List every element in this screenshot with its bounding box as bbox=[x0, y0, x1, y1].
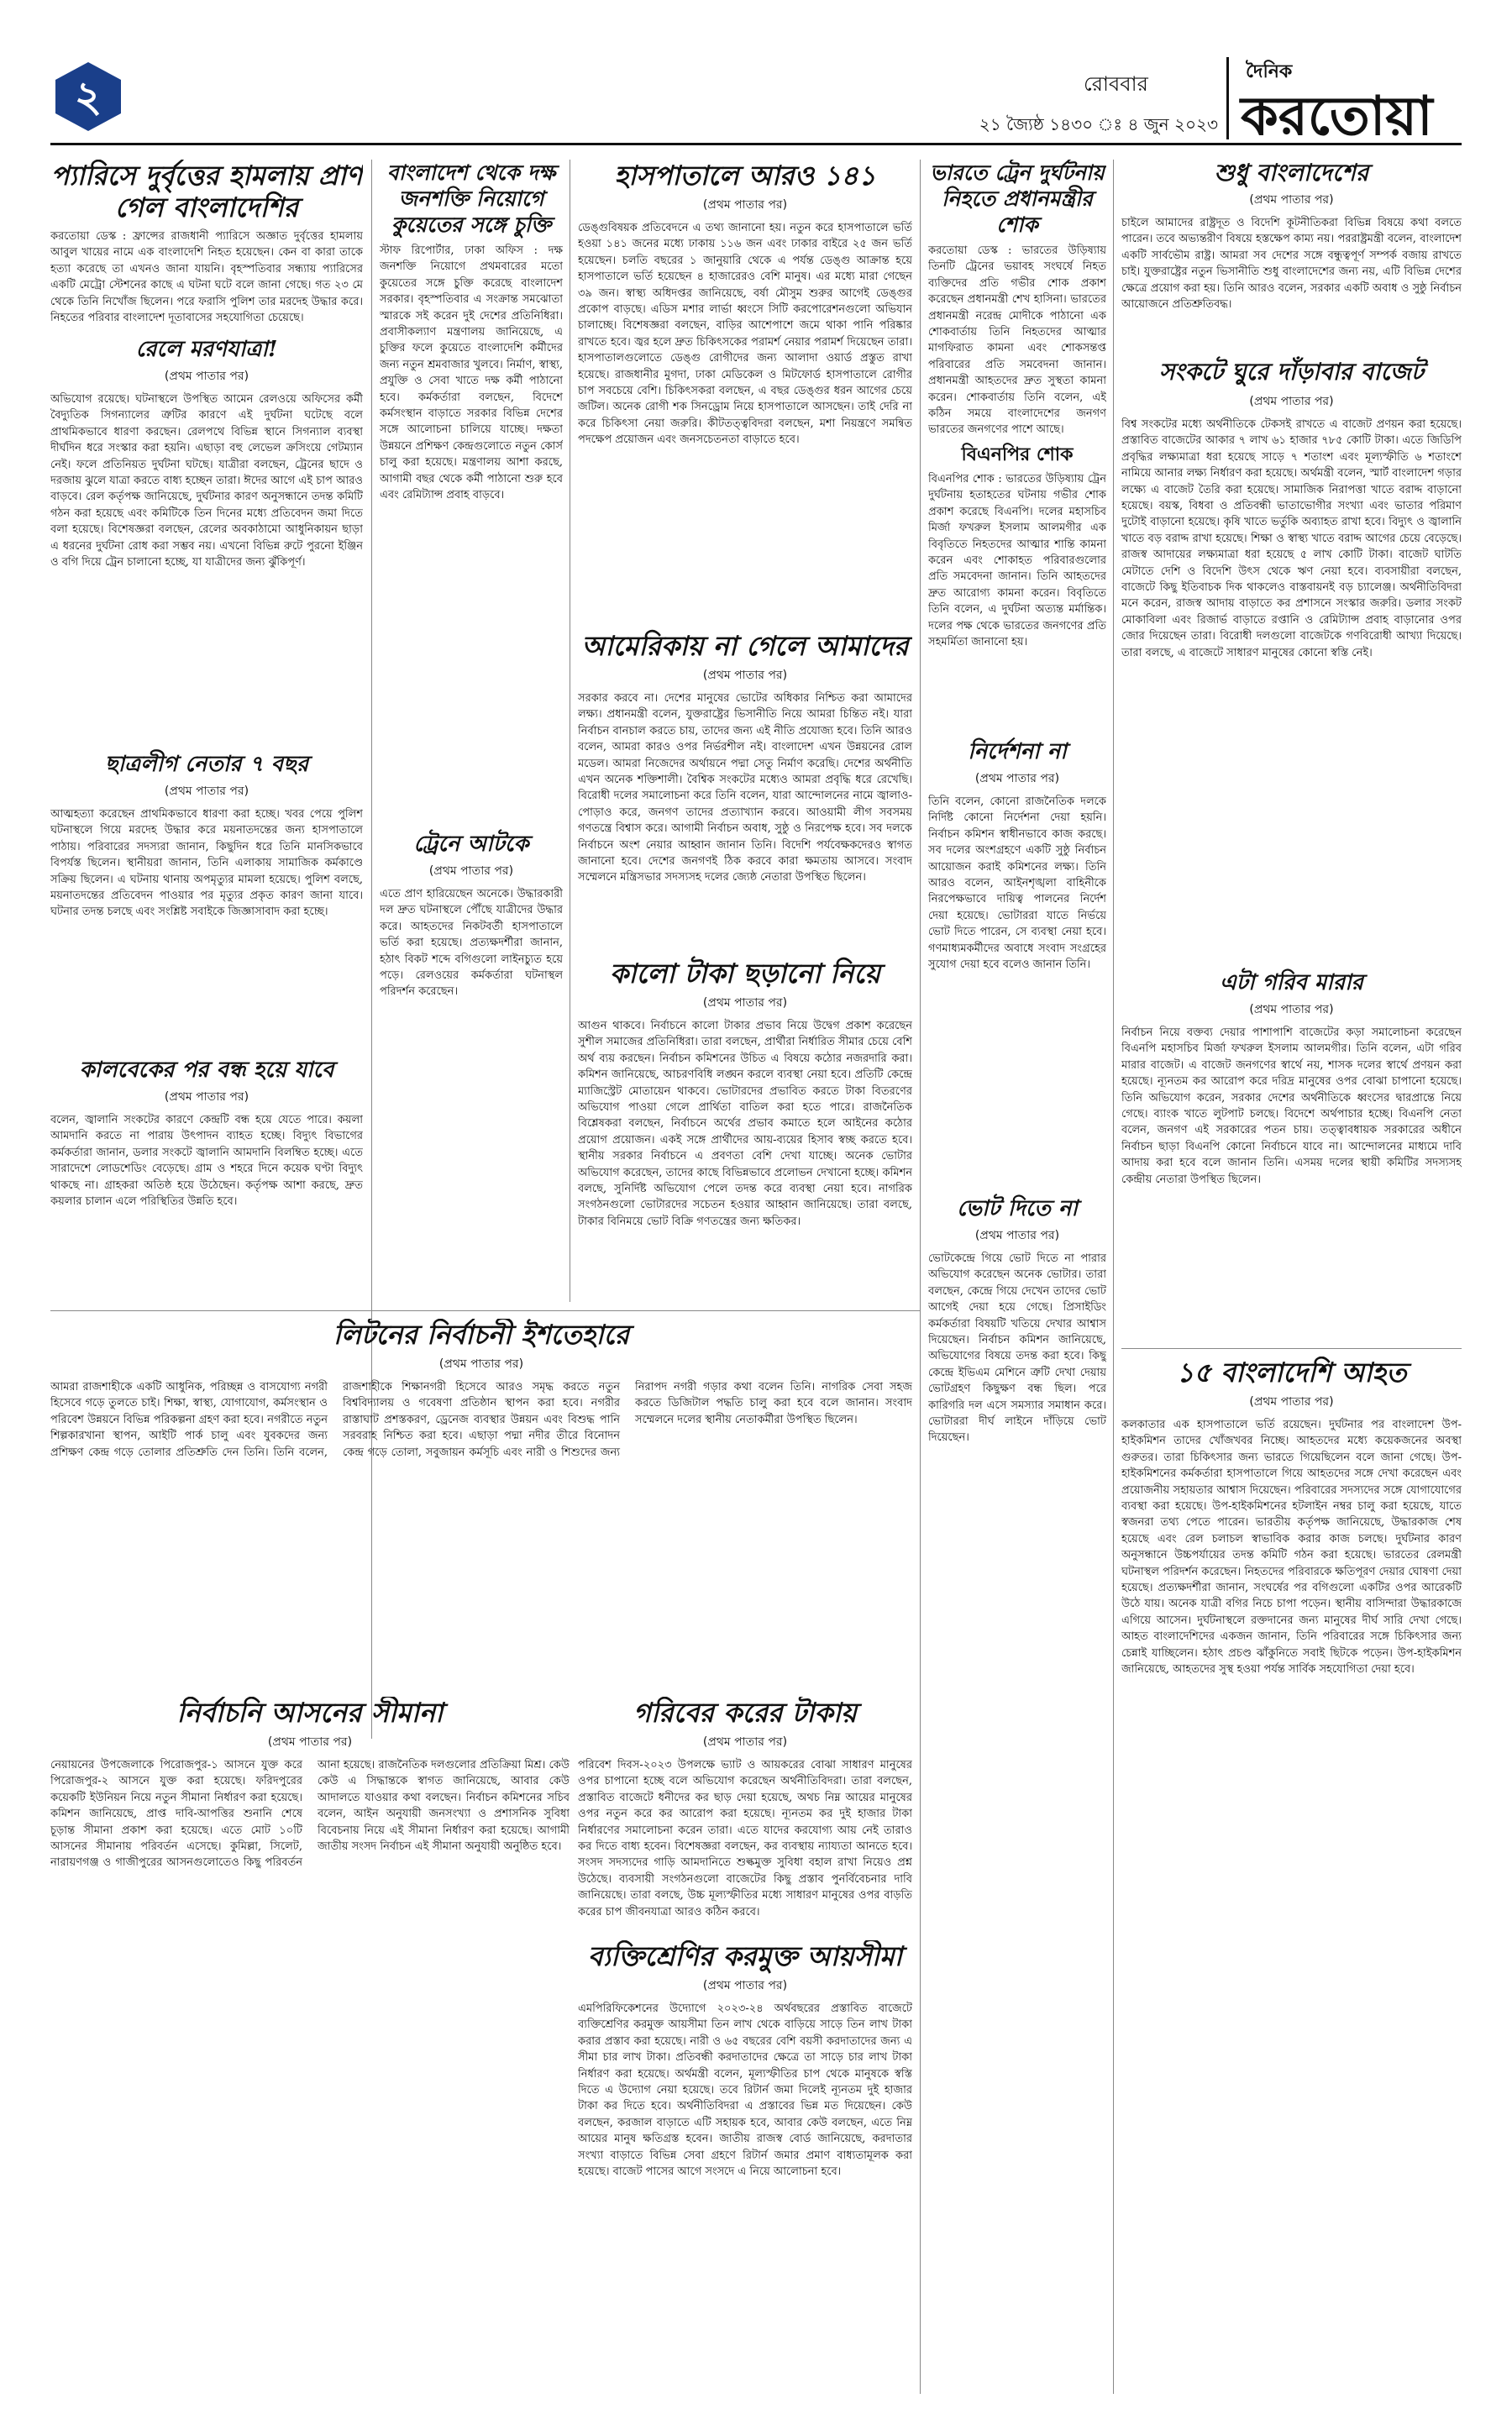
headline-nirdeshona: নির্দেশনা না bbox=[968, 739, 1067, 764]
continuation-nirdeshona: (প্রথম পাতার পর) bbox=[974, 772, 1060, 785]
article-bnp-body: বিএনপির শোক : ভারতের উড়িষ্যায় ট্রেন দুর্ঘটনায় হতাহতের ঘটনায় গভীর শোক প্রকাশ করেছে বিএনপি। দলের মহাসচিব মির্জা ফখরুল ইসলাম আলমগীর এক বিবৃতিতে নিহতদের আত্মার শান্তি কামনা করেন এবং শোকাহত পরিবারগুলোর প্রতি সমবেদনা জানান। তিনি আহতদের দ্রুত আরোগ্য কামনা করেন। বিবৃতিতে তিনি বলেন, এ দুর্ঘটনা অত্যন্ত মর্মান্তিক। দলের পক্ষ থেকে ভারতের জনগণের প্রতি সহমর্মিতা জানানো হয়। bbox=[928, 473, 1106, 649]
india-column bbox=[928, 160, 1106, 1865]
headline-hospital: হাসপাতালে আরও ১৪১ bbox=[614, 160, 876, 192]
article-india-body: করতোয়া ডেস্ক : ভারতের উড়িষ্যায় তিনটি ট্রেনের ভয়াবহ সংঘর্ষে নিহত ব্যক্তিদের প্রতি গভীর শোক প্রকাশ করেছেন প্রধানমন্ত্রী শেখ হাসিনা। ভারতের প্রধানমন্ত্রী নরেন্দ্র মোদীকে পাঠানো এক শোকবার্তায় তিনি নিহতদের আত্মার মাগফিরাত কামনা এবং শোকসন্তপ্ত পরিবারের প্রতি সমবেদনা জানান। প্রধানমন্ত্রী আহতদের দ্রুত সুস্থতা কামনা করেন। শোকবার্তায় তিনি বলেন, এই কঠিন সময়ে বাংলাদেশের জনগণ ভারতের জনগণের পাশে আছে। bbox=[928, 244, 1106, 436]
headline-america: আমেরিকায় না গেলে আমাদের bbox=[581, 630, 909, 662]
page-number-icon bbox=[50, 59, 126, 134]
headline-kalo-taka: কালো টাকা ছড়ানো নিয়ে bbox=[609, 958, 881, 989]
logo-big: করতোয়া bbox=[1241, 86, 1433, 148]
article-litan-body: আমরা রাজশাহীকে একটি আধুনিক, পরিচ্ছন্ন ও বাসযোগ্য নগরী হিসেবে গড়ে তুলতে চাই। শিক্ষা, স্বাস্থ্য, যোগাযোগ, কর্মসংস্থান ও পরিবেশ উন্নয়নে বিভিন্ন পরিকল্পনা গ্রহণ করা হবে। নগরীতে নতুন শিল্পকারখানা স্থাপন, আইটি পার্ক চালু এবং যুবকদের জন্য প্রশিক্ষণ কেন্দ্র গড়ে তোলার প্রতিশ্রুতি দেন তিনি। তিনি বলেন, রাজশাহীকে শিক্ষানগরী হিসেবে আরও সমৃদ্ধ করতে নতুন বিশ্ববিদ্যালয় ও গবেষণা প্রতিষ্ঠান স্থাপন করা হবে। নগরীর রাস্তাঘাট প্রশস্তকরণ, ড্রেনেজ ব্যবস্থার উন্নয়ন এবং বিশুদ্ধ পানি সরবরাহ নিশ্চিত করা হবে। এছাড়া পদ্মা নদীর তীরে বিনোদন কেন্দ্র গড়ে তোলা, সবুজায়ন কর্মসূচি এবং নারী ও শিশুদের জন্য নিরাপদ নগরী গড়ার কথা বলেন তিনি। নাগরিক সেবা সহজ করতে ডিজিটাল পদ্ধতি চালু করা হবে বলে জানান। সংবাদ সম্মেলনে দলের স্থানীয় নেতাকর্মীরা উপস্থিত ছিলেন। bbox=[50, 1381, 912, 1459]
headline-gorib-marar: এটা গরিব মারার bbox=[1220, 970, 1363, 995]
headline-byakti: ব্যক্তিশ্রেণির করমুক্ত আয়সীমা bbox=[587, 1940, 903, 1972]
section-divider bbox=[50, 1310, 920, 1311]
kuwait-column bbox=[380, 160, 563, 1302]
left-column bbox=[50, 160, 363, 1327]
headline-gorib: গরিবের করের টাকায় bbox=[633, 1697, 857, 1729]
headline-bangladesh: শুধু বাংলাদেশের bbox=[1214, 160, 1369, 186]
date-line: ২১ জ্যৈষ্ঠ ১৪৩০ ঃ ৪ জুন ২০২৩ bbox=[979, 114, 1218, 134]
svg-text:২: ২ bbox=[74, 72, 102, 121]
continuation-byakti: (প্রথম পাতার পর) bbox=[702, 1979, 788, 1992]
injured-section bbox=[1121, 1357, 1462, 2352]
section-divider bbox=[1121, 1348, 1462, 1349]
article-rail-body: অভিযোগ রয়েছে। ঘটনাস্থলে উপস্থিত আমেন রেলওয়ে অফিসের কর্মী বৈদ্যুতিক সিগন্যালের ত্রুটির কারণে এই দুর্ঘটনা ঘটেছে বলে প্রাথমিকভাবে ধারণা করছেন। রেলপথে বিভিন্ন স্থানে সিগন্যাল ব্যবস্থা দীর্ঘদিন ধরে সংস্কার করা হয়নি। এছাড়া বহু লেভেল ক্রসিংয়ে গেটম্যান নেই। ফলে প্রতিনিয়ত দুর্ঘটনা ঘটছে। যাত্রীরা বলছেন, ট্রেনের ছাদে ও দরজায় ঝুলে যাত্রা করতে বাধ্য হচ্ছেন তারা। ঈদের আগে এই চাপ আরও বাড়বে। রেল কর্তৃপক্ষ জানিয়েছে, দুর্ঘটনার কারণ অনুসন্ধানে তদন্ত কমিটি গঠন করা হয়েছে এবং কমিটিকে তিন দিনের মধ্যে প্রতিবেদন জমা দিতে বলা হয়েছে। বিশেষজ্ঞরা বলছেন, রেলের অবকাঠামো আধুনিকায়ন ছাড়া এ ধরনের দুর্ঘটনা রোধ করা সম্ভব নয়। এখনো বিভিন্ন রুটে পুরনো ইঞ্জিন ও বগি দিয়ে ট্রেন চালানো হচ্ছে, যা যাত্রীদের জন্য ঝুঁকিপূর্ণ। bbox=[50, 393, 363, 569]
center-column bbox=[578, 160, 912, 1302]
headline-paris: প্যারিসে দুর্বৃত্তের হামলায় প্রাণ গেল বাংলাদেশির bbox=[50, 160, 363, 223]
continuation-rail: (প্রথম পাতার পর) bbox=[164, 370, 249, 383]
continuation-gorib: (প্রথম পাতার পর) bbox=[702, 1735, 788, 1749]
headline-india: ভারতে ট্রেন দুর্ঘটনায় নিহতে প্রধানমন্ত্রীর শোক bbox=[930, 160, 1105, 237]
headline-train-stuck: ট্রেনে আটকে bbox=[413, 832, 529, 857]
continuation-injured: (প্রথম পাতার পর) bbox=[1249, 1395, 1334, 1409]
headline-bnp: বিএনপির শোক bbox=[961, 443, 1074, 465]
right-column bbox=[1121, 160, 1462, 1336]
continuation-america: (প্রথম পাতার পর) bbox=[702, 669, 788, 682]
newspaper-page bbox=[50, 50, 1462, 2402]
litan-section bbox=[50, 1319, 912, 1688]
headline-kuwait: বাংলাদেশ থেকে দক্ষ জনশক্তি নিয়োগে কুয়েতের সঙ্গে চুক্তি bbox=[386, 160, 556, 237]
article-seema-body: নেয়ায়নের উপজেলাকে পিরোজপুর-১ আসনে যুক্ত করে পিরোজপুর-২ আসনে যুক্ত করা হয়েছে। ফরিদপুরের কয়েকটি ইউনিয়ন নিয়ে নতুন সীমানা নির্ধারণ করা হয়েছে। কমিশন জানিয়েছে, প্রাপ্ত দাবি-আপত্তির শুনানি শেষে চূড়ান্ত সীমানা প্রকাশ করা হয়েছে। এতে মোট ১০টি আসনের সীমানায় পরিবর্তন এসেছে। কুমিল্লা, সিলেট, নারায়ণগঞ্জ ও গাজীপুরের আসনগুলোতেও কিছু পরিবর্তন আনা হয়েছে। রাজনৈতিক দলগুলোর প্রতিক্রিয়া মিশ্র। কেউ কেউ এ সিদ্ধান্তকে স্বাগত জানিয়েছে, আবার কেউ আদালতে যাওয়ার কথা বলছেন। নির্বাচন কমিশনের সচিব বলেন, আইন অনুযায়ী জনসংখ্যা ও প্রশাসনিক সুবিধা বিবেচনায় নিয়ে এই সীমানা নির্ধারণ করা হয়েছে। আগামী জাতীয় সংসদ নির্বাচন এই সীমানা অনুযায়ী অনুষ্ঠিত হবে। bbox=[50, 1759, 570, 1870]
article-bangladesh-body: চাইলে আমাদের রাষ্ট্রদূত ও বিদেশি কূটনীতিকরা বিভিন্ন বিষয়ে কথা বলতে পারেন। তবে অভ্যন্তরীণ বিষয়ে হস্তক্ষেপ কাম্য নয়। পররাষ্ট্রমন্ত্রী বলেন, বাংলাদেশ একটি সার্বভৌম রাষ্ট্র। আমরা সব দেশের সঙ্গে বন্ধুত্বপূর্ণ সম্পর্ক বজায় রাখতে চাই। যুক্তরাষ্ট্রের নতুন ভিসানীতি শুধু বাংলাদেশের জন্য নয়, এটি বিভিন্ন দেশের ক্ষেত্রে প্রয়োগ করা হয়। তিনি আরও বলেন, সরকার একটি অবাধ ও সুষ্ঠু নির্বাচন আয়োজনে প্রতিশ্রুতিবদ্ধ। bbox=[1121, 217, 1462, 312]
continuation-hospital: (প্রথম পাতার পর) bbox=[702, 198, 788, 212]
continuation-litan: (প্রথম পাতার পর) bbox=[438, 1357, 524, 1371]
continuation-chhatra: (প্রথম পাতার পর) bbox=[164, 785, 249, 798]
article-budget-body: বিশ্ব সংকটের মধ্যে অর্থনীতিকে টেকসই রাখতে এ বাজেট প্রণয়ন করা হয়েছে। প্রস্তাবিত বাজেটের আকার ৭ লাখ ৬১ হাজার ৭৮৫ কোটি টাকা। এতে জিডিপি প্রবৃদ্ধির লক্ষ্যমাত্রা ধরা হয়েছে সাড়ে ৭ শতাংশ এবং মূল্যস্ফীতি ৬ শতাংশে নামিয়ে আনার লক্ষ্য নির্ধারণ করা হয়েছে। অর্থমন্ত্রী বলেন, স্মার্ট বাংলাদেশ গড়ার লক্ষ্যে এ বাজেট তৈরি করা হয়েছে। সামাজিক নিরাপত্তা খাতে বরাদ্দ বাড়ানো হয়েছে। বয়স্ক, বিধবা ও প্রতিবন্ধী ভাতাভোগীর সংখ্যা এবং ভাতার পরিমাণ দুটোই বাড়ানো হয়েছে। কৃষি খাতে ভর্তুকি অব্যাহত রাখা হবে। বিদ্যুৎ ও জ্বালানি খাতে বড় বরাদ্দ রাখা হয়েছে। শিক্ষা ও স্বাস্থ্য খাতে বরাদ্দ আগের চেয়ে বেড়েছে। রাজস্ব আদায়ের লক্ষ্যমাত্রা ধরা হয়েছে ৫ লাখ কোটি টাকা। বাজেট ঘাটতি মেটাতে দেশি ও বিদেশি উৎস থেকে ঋণ নেয়া হবে। ব্যবসায়ীরা বলছেন, বাজেটে কিছু ইতিবাচক দিক থাকলেও বাস্তবায়নই বড় চ্যালেঞ্জ। অর্থনীতিবিদরা মনে করেন, রাজস্ব আদায় বাড়াতে কর প্রশাসনে সংস্কার জরুরি। ডলার সংকট মোকাবিলা এবং রিজার্ভ বাড়াতে রপ্তানি ও রেমিট্যান্স প্রবাহ বাড়ানোর ওপর জোর দিয়েছেন তারা। বিরোধী দলগুলো বাজেটকে গণবিরোধী আখ্যা দিয়েছে। তারা বলছে, এ বাজেটে সাধারণ মানুষের কোনো স্বস্তি নেই। bbox=[1121, 418, 1462, 659]
day-name: রোববার bbox=[1084, 72, 1148, 96]
article-paris-body: করতোয়া ডেস্ক : ফ্রান্সের রাজধানী প্যারিসে অজ্ঞাত দুর্বৃত্তের হামলায় আবুল খায়ের নামে এক বাংলাদেশি নিহত হয়েছেন। কেন বা কারা তাকে হত্যা করেছে তা এখনও জানা যায়নি। বৃহস্পতিবার সন্ধ্যায় প্যারিসের একটি মেট্রো স্টেশনের কাছে এ ঘটনা ঘটে বলে জানা গেছে। গত ২৩ মে থেকে তিনি নিখোঁজ ছিলেন। পরে ফরাসি পুলিশ তার মরদেহ উদ্ধার করে। নিহতের পরিবার বাংলাদেশ দূতাবাসের সহযোগিতা চেয়েছে। bbox=[50, 230, 363, 325]
headline-kalbaisakhi: কালবেকের পর বন্ধ হয়ে যাবে bbox=[79, 1058, 334, 1083]
article-kalo-taka-body: আগুন থাকবে। নির্বাচনে কালো টাকার প্রভাব নিয়ে উদ্বেগ প্রকাশ করেছেন সুশীল সমাজের প্রতিনিধিরা। তারা বলছেন, প্রার্থীরা নির্ধারিত সীমার চেয়ে বেশি অর্থ ব্যয় করছেন। নির্বাচন কমিশনের উচিত এ বিষয়ে কঠোর নজরদারি করা। কমিশন জানিয়েছে, আচরণবিধি লঙ্ঘন করলে ব্যবস্থা নেয়া হবে। প্রতিটি কেন্দ্রে ম্যাজিস্ট্রেট মোতায়েন থাকবে। ভোটারদের প্রভাবিত করতে টাকা বিতরণের অভিযোগ পাওয়া গেলে প্রার্থিতা বাতিল করা হতে পারে। রাজনৈতিক বিশ্লেষকরা বলছেন, নির্বাচনে অর্থের প্রভাব কমাতে হলে আইনের কঠোর প্রয়োগ প্রয়োজন। একই সঙ্গে প্রার্থীদের আয়-ব্যয়ের হিসাব স্বচ্ছ করতে হবে। স্থানীয় সরকার নির্বাচনে এ প্রবণতা বেশি দেখা যাচ্ছে। অনেক ভোটার অভিযোগ করেছেন, তাদের কাছে বিভিন্নভাবে প্রলোভন দেখানো হচ্ছে। কমিশন বলছে, সুনির্দিষ্ট অভিযোগ পেলে তদন্ত করে ব্যবস্থা নেয়া হবে। নাগরিক সংগঠনগুলো ভোটারদের সচেতন হওয়ার আহ্বান জানিয়েছে। তারা বলছে, টাকার বিনিময়ে ভোট বিক্রি গণতন্ত্রের জন্য ক্ষতিকর। bbox=[578, 1020, 912, 1228]
article-gorib-marar-body: নির্বাচন নিয়ে বক্তব্য দেয়ার পাশাপাশি বাজেটের কড়া সমালোচনা করেছেন বিএনপি মহাসচিব মির্জা ফখরুল ইসলাম আলমগীর। তিনি বলেন, এটা গরিব মারার বাজেট। এ বাজেট জনগণের স্বার্থে নয়, শাসক দলের স্বার্থে প্রণয়ন করা হয়েছে। ন্যূনতম কর আরোপ করে দরিদ্র মানুষের ওপর বোঝা চাপানো হয়েছে। তিনি অভিযোগ করেন, সরকার দেশের অর্থনীতিকে ধ্বংসের দ্বারপ্রান্তে নিয়ে গেছে। ব্যাংক খাতে লুটপাট চলছে। বিদেশে অর্থপাচার হচ্ছে। বিএনপি নেতা বলেন, জনগণ এই সরকারের পতন চায়। তত্ত্বাবধায়ক সরকারের অধীনে নির্বাচন ছাড়া বিএনপি কোনো নির্বাচনে যাবে না। আন্দোলনের মাধ্যমে দাবি আদায় করা হবে বলে জানান তিনি। এসময় দলের স্থায়ী কমিটির সদস্যসহ কেন্দ্রীয় নেতারা উপস্থিত ছিলেন। bbox=[1121, 1026, 1462, 1186]
column-rule bbox=[920, 160, 921, 2394]
article-gorib-body: পরিবেশ দিবস-২০২৩ উপলক্ষে ভ্যাট ও আয়করের বোঝা সাধারণ মানুষের ওপর চাপানো হচ্ছে বলে অভিযোগ করেছেন অর্থনীতিবিদরা। তারা বলছেন, প্রস্তাবিত বাজেটে ধনীদের কর ছাড় দেয়া হয়েছে, অথচ নিম্ন আয়ের মানুষের ওপর নতুন করে কর আরোপ করা হয়েছে। ন্যূনতম কর দুই হাজার টাকা নির্ধারণের সমালোচনা করেন তারা। এতে যাদের করযোগ্য আয় নেই তারাও কর দিতে বাধ্য হবেন। বিশেষজ্ঞরা বলছেন, কর ব্যবস্থায় ন্যায্যতা আনতে হবে। সংসদ সদস্যদের গাড়ি আমদানিতে শুল্কমুক্ত সুবিধা বহাল রাখা নিয়েও প্রশ্ন উঠেছে। ব্যবসায়ী সংগঠনগুলো বাজেটের কিছু প্রস্তাব পুনর্বিবেচনার দাবি জানিয়েছে। তারা বলছে, উচ্চ মূল্যস্ফীতির মধ্যে সাধারণ মানুষের ওপর বাড়তি করের চাপ জীবনযাত্রা আরও কঠিন করবে। bbox=[578, 1759, 912, 1918]
headline-rail: রেলে মরণযাত্রা! bbox=[135, 337, 278, 362]
continuation-seema: (প্রথম পাতার পর) bbox=[267, 1735, 353, 1749]
continuation-train-stuck: (প্রথম পাতার পর) bbox=[428, 864, 514, 878]
continuation-bangladesh: (প্রথম পাতার পর) bbox=[1249, 193, 1334, 207]
newspaper-logo bbox=[1226, 57, 1472, 148]
article-hospital-body: ডেঙ্গুবিষয়ক প্রতিবেদনে এ তথ্য জানানো হয়। নতুন করে হাসপাতালে ভর্তি হওয়া ১৪১ জনের মধ্যে ঢাকায় ১১৬ জন এবং ঢাকার বাইরে ২৫ জন ভর্তি হয়েছেন। চলতি বছরের ১ জানুয়ারি থেকে এ পর্যন্ত ডেঙ্গু আক্রান্ত হয়ে হাসপাতালে ভর্তি হয়েছেন ৪ হাজারেরও বেশি মানুষ। এর মধ্যে মারা গেছেন ৩৯ জন। স্বাস্থ্য অধিদপ্তর জানিয়েছে, বর্ষা মৌসুম শুরুর আগেই ডেঙ্গুর প্রকোপ বাড়ছে। এডিস মশার লার্ভা ধ্বংসে সিটি করপোরেশনগুলো অভিযান চালাচ্ছে। বিশেষজ্ঞরা বলছেন, বাড়ির আশেপাশে জমে থাকা পানি পরিষ্কার রাখতে হবে। জ্বর হলে দ্রুত চিকিৎসকের পরামর্শ নেয়ার পরামর্শ দিয়েছেন তারা। হাসপাতালগুলোতে ডেঙ্গু রোগীদের জন্য আলাদা ওয়ার্ড প্রস্তুত রাখা হয়েছে। রাজধানীর মুগদা, ঢাকা মেডিকেল ও মিটফোর্ড হাসপাতালে রোগীর চাপ সবচেয়ে বেশি। চিকিৎসকরা বলছেন, এ বছর ডেঙ্গুর ধরন আগের চেয়ে জটিল। অনেক রোগী শক সিনড্রোম নিয়ে হাসপাতালে আসছেন। তাই দেরি না করে চিকিৎসা নেয়া জরুরি। কীটতত্ত্ববিদরা বলছেন, মশা নিয়ন্ত্রণে সমন্বিত পদক্ষেপ প্রয়োজন এবং জনসচেতনতা বাড়াতে হবে। bbox=[578, 222, 912, 447]
byakti-section bbox=[578, 1940, 912, 2352]
gorib-section bbox=[578, 1697, 912, 1932]
continuation-gorib-marar: (প্রথম পাতার পর) bbox=[1249, 1003, 1334, 1016]
page-number-badge bbox=[50, 59, 126, 134]
article-train-stuck-body: এতে প্রাণ হারিয়েছেন অনেকে। উদ্ধারকারী দল দ্রুত ঘটনাস্থলে পৌঁছে যাত্রীদের উদ্ধার করে। আহতদের নিকটবর্তী হাসপাতালে ভর্তি করা হয়েছে। প্রত্যক্ষদর্শীরা জানান, হঠাৎ বিকট শব্দে বগিগুলো লাইনচ্যুত হয়ে পড়ে। রেলওয়ের কর্মকর্তারা ঘটনাস্থল পরিদর্শন করেছেন। bbox=[380, 888, 563, 999]
logo-small: দৈনিক bbox=[1246, 61, 1293, 82]
article-kuwait-body: স্টাফ রিপোর্টার, ঢাকা অফিস : দক্ষ জনশক্তি নিয়োগে প্রথমবারের মতো কুয়েতের সঙ্গে চুক্তি করেছে বাংলাদেশ সরকার। বৃহস্পতিবার এ সংক্রান্ত সমঝোতা স্মারকে সই করেন দুই দেশের প্রতিনিধিরা। প্রবাসীকল্যাণ মন্ত্রণালয় জানিয়েছে, এ চুক্তির ফলে কুয়েতে বাংলাদেশি কর্মীদের জন্য নতুন শ্রমবাজার খুলবে। নির্মাণ, স্বাস্থ্য, প্রযুক্তি ও সেবা খাতে দক্ষ কর্মী পাঠানো হবে। কর্মকর্তারা বলছেন, বিদেশে কর্মসংস্থান বাড়াতে সরকার বিভিন্ন দেশের সঙ্গে আলোচনা চালিয়ে যাচ্ছে। দক্ষতা উন্নয়নে প্রশিক্ষণ কেন্দ্রগুলোতে নতুন কোর্স চালু করা হয়েছে। মন্ত্রণালয় আশা করছে, আগামী বছর থেকে কর্মী পাঠানো শুরু হবে এবং রেমিট্যান্স প্রবাহ বাড়বে। bbox=[380, 244, 563, 502]
article-chhatra-body: আত্মহত্যা করেছেন প্রাথমিকভাবে ধারণা করা হচ্ছে। খবর পেয়ে পুলিশ ঘটনাস্থলে গিয়ে মরদেহ উদ্ধার করে ময়নাতদন্তের জন্য হাসপাতালে পাঠায়। পরিবারের সদস্যরা জানান, কিছুদিন ধরে তিনি মানসিকভাবে বিপর্যস্ত ছিলেন। স্থানীয়রা জানান, তিনি এলাকায় সামাজিক কর্মকাণ্ডে সক্রিয় ছিলেন। এ ঘটনায় থানায় অপমৃত্যুর মামলা হয়েছে। পুলিশ বলছে, ময়নাতদন্তের প্রতিবেদন পাওয়ার পর মৃত্যুর প্রকৃত কারণ জানা যাবে। ঘটনার তদন্ত চলছে এবং সংশ্লিষ্ট সবাইকে জিজ্ঞাসাবাদ করা হচ্ছে। bbox=[50, 808, 363, 919]
masthead bbox=[50, 50, 1462, 148]
headline-chhatra: ছাত্রলীগ নেতার ৭ বছর bbox=[104, 752, 309, 777]
headline-seema: নির্বাচনি আসনের সীমানা bbox=[176, 1697, 444, 1729]
headline-litan: লিটনের নির্বাচনী ইশতেহারে bbox=[333, 1319, 630, 1351]
headline-vote: ভোট দিতে না bbox=[957, 1196, 1078, 1221]
continuation-budget: (প্রথম পাতার পর) bbox=[1249, 395, 1334, 408]
article-byakti-body: এমপিরিফিকেশনের উদ্যোগে ২০২৩-২৪ অর্থবছরের প্রস্তাবিত বাজেটে ব্যক্তিশ্রেণির করমুক্ত আয়সীমা তিন লাখ থেকে বাড়িয়ে সাড়ে তিন লাখ টাকা করার প্রস্তাব করা হয়েছে। নারী ও ৬৫ বছরের বেশি বয়সী করদাতাদের জন্য এ সীমা চার লাখ টাকা। প্রতিবন্ধী করদাতাদের ক্ষেত্রে তা সাড়ে চার লাখ টাকা নির্ধারণ করা হয়েছে। অর্থমন্ত্রী বলেন, মূল্যস্ফীতির চাপ থেকে মানুষকে স্বস্তি দিতে এ উদ্যোগ নেয়া হয়েছে। তবে রিটার্ন জমা দিলেই ন্যূনতম দুই হাজার টাকা কর দিতে হবে। অর্থনীতিবিদরা এ প্রস্তাবের ভিন্ন মত দিয়েছেন। কেউ বলছেন, করজাল বাড়াতে এটি সহায়ক হবে, আবার কেউ বলছেন, এতে নিম্ন আয়ের মানুষ ক্ষতিগ্রস্ত হবেন। জাতীয় রাজস্ব বোর্ড জানিয়েছে, করদাতার সংখ্যা বাড়াতে বিভিন্ন সেবা গ্রহণে রিটার্ন জমার প্রমাণ বাধ্যতামূলক করা হয়েছে। বাজেট পাসের আগে সংসদে এ নিয়ে আলোচনা হবে। bbox=[578, 2002, 912, 2179]
article-kalbaisakhi-body: বলেন, জ্বালানি সংকটের কারণে কেন্দ্রটি বন্ধ হয়ে যেতে পারে। কয়লা আমদানি করতে না পারায় উৎপাদন ব্যাহত হচ্ছে। বিদ্যুৎ বিভাগের কর্মকর্তারা জানান, ডলার সংকটে জ্বালানি আমদানি বিলম্বিত হচ্ছে। এতে সারাদেশে লোডশেডিং বেড়েছে। গ্রাম ও শহরে দিনে কয়েক ঘণ্টা বিদ্যুৎ থাকছে না। গ্রাহকরা অতিষ্ঠ হয়ে উঠেছেন। কর্তৃপক্ষ আশা করছে, দ্রুত কয়লার চালান এলে পরিস্থিতির উন্নতি হবে। bbox=[50, 1114, 363, 1209]
column-rule bbox=[1113, 160, 1114, 2394]
article-nirdeshona-body: তিনি বলেন, কোনো রাজনৈতিক দলকে নির্দিষ্ট কোনো নির্দেশনা দেয়া হয়নি। নির্বাচন কমিশন স্বাধীনভাবে কাজ করছে। সব দলের অংশগ্রহণে একটি সুষ্ঠু নির্বাচন আয়োজন করাই কমিশনের লক্ষ্য। তিনি আরও বলেন, আইনশৃঙ্খলা বাহিনীকে নিরপেক্ষভাবে দায়িত্ব পালনের নির্দেশ দেয়া হয়েছে। ভোটাররা যাতে নির্ভয়ে ভোট দিতে পারেন, সে ব্যবস্থা নেয়া হবে। গণমাধ্যমকর্মীদের অবাধে সংবাদ সংগ্রহের সুযোগ দেয়া হবে বলেও জানান তিনি। bbox=[928, 795, 1106, 972]
article-america-body: সরকার করবে না। দেশের মানুষের ভোটের অধিকার নিশ্চিত করা আমাদের লক্ষ্য। প্রধানমন্ত্রী বলেন, যুক্তরাষ্ট্রের ভিসানীতি নিয়ে আমরা চিন্তিত নই। যারা নির্বাচন বানচাল করতে চায়, তাদের জন্য এই নীতি প্রযোজ্য হবে। তিনি আরও বলেন, আমরা কারও ওপর নির্ভরশীল নই। বাংলাদেশ এখন উন্নয়নের রোল মডেল। আমরা নিজেদের অর্থায়নে পদ্মা সেতু নির্মাণ করেছি। দেশের অর্থনীতি এখন অনেক শক্তিশালী। বৈশ্বিক সংকটের মধ্যেও আমরা প্রবৃদ্ধি ধরে রেখেছি। বিরোধী দলের সমালোচনা করে তিনি বলেন, যারা আন্দোলনের নামে জ্বালাও-পোড়াও করে, জনগণ তাদের প্রত্যাখ্যান করবে। আওয়ামী লীগ সবসময় গণতন্ত্রে বিশ্বাস করে। আগামী নির্বাচন অবাধ, সুষ্ঠু ও নিরপেক্ষ হবে। সব দলকে নির্বাচনে অংশ নেয়ার আহ্বান জানান তিনি। বিদেশি পর্যবেক্ষকদেরও স্বাগত জানানো হবে। দেশের জনগণই ঠিক করবে কারা ক্ষমতায় আসবে। সংবাদ সম্মেলনে মন্ত্রিসভার সদস্যসহ দলের জ্যেষ্ঠ নেতারা উপস্থিত ছিলেন। bbox=[578, 692, 912, 884]
continuation-vote: (প্রথম পাতার পর) bbox=[974, 1229, 1060, 1242]
continuation-kalbaisakhi: (প্রথম পাতার পর) bbox=[164, 1090, 249, 1104]
headline-budget: সংকটে ঘুরে দাঁড়াবার বাজেট bbox=[1158, 358, 1425, 386]
headline-injured: ১৫ বাংলাদেশি আহত bbox=[1176, 1357, 1407, 1388]
article-injured-body: কলকাতার এক হাসপাতালে ভর্তি রয়েছেন। দুর্ঘটনার পর বাংলাদেশ উপ-হাইকমিশন তাদের খোঁজখবর নিচ্ছে। আহতদের মধ্যে কয়েকজনের অবস্থা গুরুতর। তারা চিকিৎসার জন্য ভারতে গিয়েছিলেন বলে জানা গেছে। উপ-হাইকমিশনের কর্মকর্তারা হাসপাতালে গিয়ে আহতদের সঙ্গে দেখা করেছেন এবং প্রয়োজনীয় সহায়তার আশ্বাস দিয়েছেন। পরিবারের সদস্যদের সঙ্গে যোগাযোগের ব্যবস্থা করা হয়েছে। উপ-হাইকমিশনের হটলাইন নম্বর চালু করা হয়েছে, যাতে স্বজনরা তথ্য পেতে পারেন। ভারতীয় কর্তৃপক্ষ জানিয়েছে, উদ্ধারকাজ শেষ হয়েছে এবং রেল চলাচল স্বাভাবিক করার কাজ চলছে। দুর্ঘটনার কারণ অনুসন্ধানে উচ্চপর্যায়ের তদন্ত কমিটি গঠন করা হয়েছে। ভারতের রেলমন্ত্রী ঘটনাস্থল পরিদর্শন করেছেন। নিহতদের পরিবারকে ক্ষতিপূরণ দেয়ার ঘোষণা দেয়া হয়েছে। প্রত্যক্ষদর্শীরা জানান, সংঘর্ষের পর বগিগুলো একটির ওপর আরেকটি উঠে যায়। অনেক যাত্রী বগির নিচে চাপা পড়েন। স্থানীয় বাসিন্দারা উদ্ধারকাজে এগিয়ে আসেন। দুর্ঘটনাস্থলে রক্তদানের জন্য মানুষের দীর্ঘ সারি দেখা গেছে। আহত বাংলাদেশিদের একজন জানান, তিনি পরিবারের সঙ্গে চিকিৎসার জন্য চেন্নাই যাচ্ছিলেন। হঠাৎ প্রচণ্ড ঝাঁকুনিতে সবাই ছিটকে পড়েন। উপ-হাইকমিশন জানিয়েছে, আহতদের সুস্থ হওয়া পর্যন্ত সার্বিক সহযোগিতা দেয়া হবে। bbox=[1121, 1419, 1462, 1677]
continuation-kalo-taka: (প্রথম পাতার পর) bbox=[702, 996, 788, 1010]
article-vote-body: ভোটকেন্দ্রে গিয়ে ভোট দিতে না পারার অভিযোগ করেছেন অনেক ভোটার। তারা বলছেন, কেন্দ্রে গিয়ে দেখেন তাদের ভোট আগেই দেয়া হয়ে গেছে। প্রিসাইডিং কর্মকর্তারা বিষয়টি খতিয়ে দেখার আশ্বাস দিয়েছেন। নির্বাচন কমিশন জানিয়েছে, অভিযোগের বিষয়ে তদন্ত করা হবে। কিছু কেন্দ্রে ইভিএম মেশিনে ত্রুটি দেখা দেয়ায় ভোটগ্রহণ কিছুক্ষণ বন্ধ ছিল। পরে কারিগরি দল এসে সমস্যার সমাধান করে। ভোটাররা দীর্ঘ লাইনে দাঁড়িয়ে ভোট দিয়েছেন। bbox=[928, 1252, 1106, 1445]
seema-section bbox=[50, 1697, 570, 2352]
